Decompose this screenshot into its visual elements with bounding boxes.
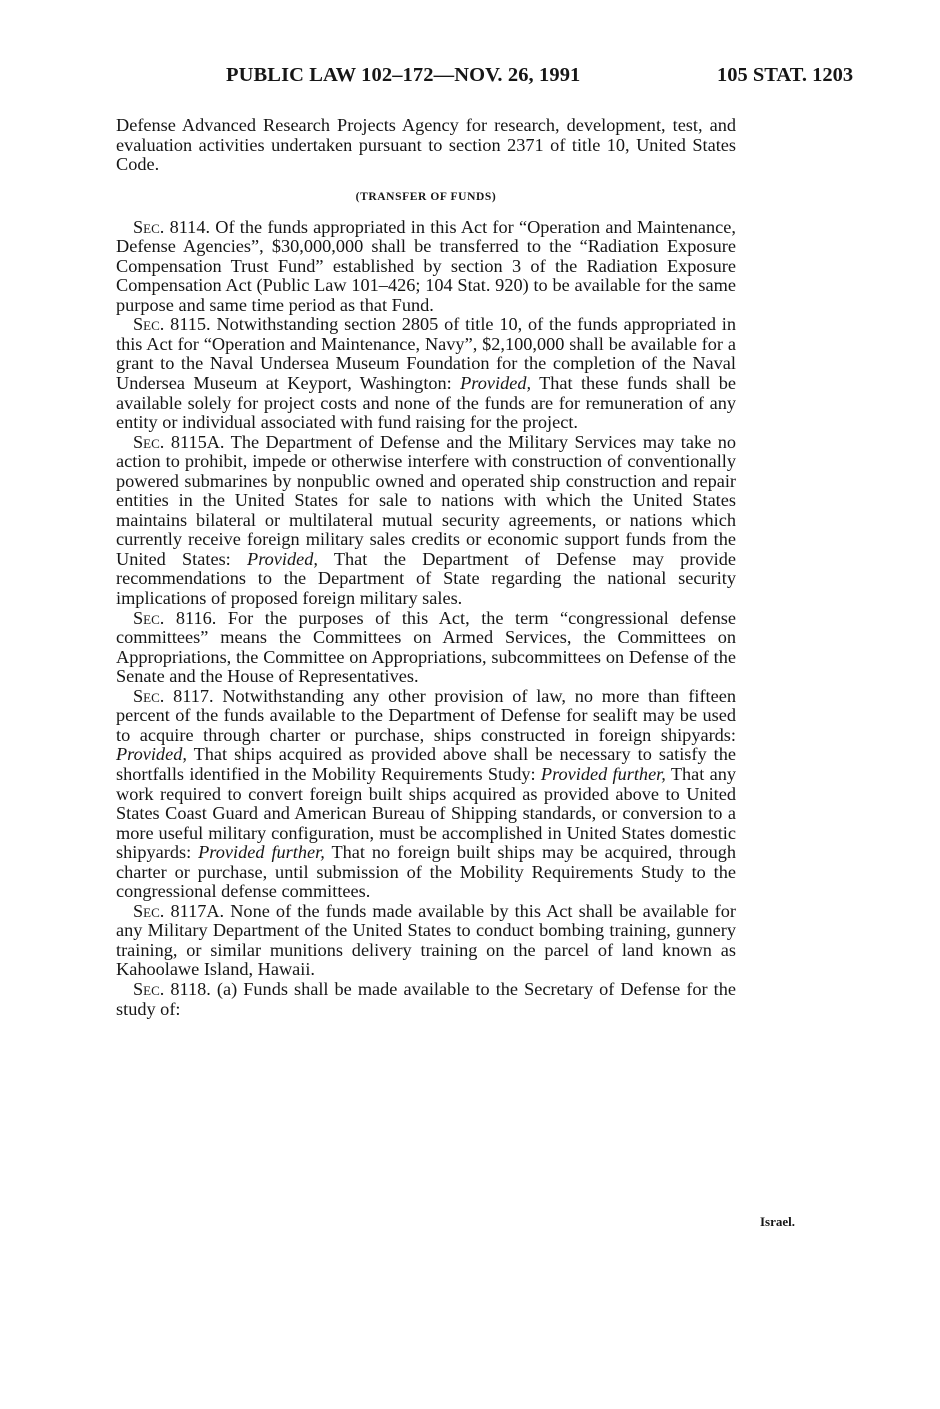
section-8117a <box>116 902 736 980</box>
section-text: Notwithstanding section 2805 of title 10, of the funds appropriated in this Act for “Operation and Maintenance, Navy”, $2,100,000 shall be available for a grant to the Naval Undersea Museum Foundation for the completion of the Naval Undersea Museum at Keyport, Washington: <box>116 314 736 394</box>
section-8115 <box>116 315 736 432</box>
section-number: 8114. <box>169 216 211 237</box>
sec-label: Sec. <box>133 607 165 628</box>
proviso: Provided further, <box>198 842 325 863</box>
section-text: That any work required to convert foreign built ships acquired as provided above to United States Coast Guard and American Bureau of Shipping standards, or conversion to a more useful military configuration, must be accomplished in United States domestic shipyards: <box>116 763 736 863</box>
section-text: That ships acquired as provided above shall be necessary to satisfy the shortfalls identified in the Mobility Requirements Study: <box>116 744 736 784</box>
sec-label: Sec. <box>133 978 165 999</box>
section-text: Notwithstanding any other provision of law, no more than fifteen percent of the funds available to the Department of Defense for sealift may be used to acquire through charter or purchase, ships constructed in foreign shipyards: <box>116 685 736 745</box>
section-text: Of the funds appropriated in this Act for “Operation and Maintenance, Defense Agencies”, $30,000,000 shall be transferred to the “Radiation Exposure Compensation Trust Fund” established by section 3 of the Radiation Exposure Compensation Act (Public Law 101–426; 104 Stat. 920) to be available for the same purpose and same time period as that Fund. <box>116 216 736 315</box>
sec-label: Sec. <box>133 685 165 706</box>
section-text: That no foreign built ships may be acquired, through charter or purchase, until submission of the Mobility Requirements Study to the congressional defense committees. <box>116 842 737 902</box>
proviso: Provided further, <box>540 763 666 784</box>
section-8118 <box>116 980 736 1019</box>
section-number: 8118. <box>170 978 211 999</box>
stat-citation: 105 STAT. 1203 <box>717 64 854 86</box>
sec-label: Sec. <box>133 314 165 335</box>
section-number: 8117A. <box>170 900 225 921</box>
body-text <box>116 116 736 1019</box>
section-text: For the purposes of this Act, the term “congressional defense committees” means the Committees on Armed Services, the Committees on Appropriations, the Committee on Appropriations, subcommittees on Defense of the Senate and the House of Representatives. <box>116 607 737 687</box>
section-8116 <box>116 609 736 687</box>
section-text: That these funds shall be available solely for project costs and none of the funds are for remuneration of any entity or individual associated with fund raising for the project. <box>116 373 736 433</box>
section-number: 8115. <box>170 314 211 335</box>
running-head: PUBLIC LAW 102–172—NOV. 26, 1991 <box>226 64 581 86</box>
sec-label: Sec. <box>133 900 165 921</box>
proviso: Provided, <box>247 548 318 569</box>
section-number: 8117. <box>173 685 214 706</box>
sec-label: Sec. <box>133 216 165 237</box>
section-8114 <box>116 218 736 316</box>
section-8117 <box>116 687 736 902</box>
section-text: (a) Funds shall be made available to the Secretary of Defense for the study of: <box>116 978 737 1019</box>
section-8115a <box>116 433 736 609</box>
sec-label: Sec. <box>133 431 165 452</box>
section-text: The Department of Defense and the Military Services may take no action to prohibit, impede or otherwise interfere with construction of conventionally powered submarines by nonpublic owned and operated ship construction and repair entities in the United States for sale to nations with which the United States maintains bilateral or multilateral mutual security agreements, or nations which currently receive foreign military sales credits or economic support funds from the United States: <box>116 431 737 569</box>
proviso: Provided, <box>460 373 532 394</box>
section-text: None of the funds made available by this Act shall be available for any Military Department of the United States to conduct bombing training, gunnery training, or similar munitions delivery training on the parcel of land known as Kahoolawe Island, Hawaii. <box>116 900 736 980</box>
proviso: Provided, <box>116 744 187 765</box>
continued-paragraph: Defense Advanced Research Projects Agency for research, development, test, and evaluation activities undertaken pursuant to section 2371 of title 10, United States Code. <box>116 115 736 175</box>
section-number: 8115A. <box>170 431 225 452</box>
section-text: That the Department of Defense may provide recommendations to the Department of State regarding the national security implications of proposed foreign military sales. <box>116 548 736 609</box>
section-number: 8116. <box>175 607 217 628</box>
section-heading-transfer-of-funds: (TRANSFER OF FUNDS) <box>355 190 497 203</box>
margin-note-israel: Israel. <box>760 1214 796 1229</box>
